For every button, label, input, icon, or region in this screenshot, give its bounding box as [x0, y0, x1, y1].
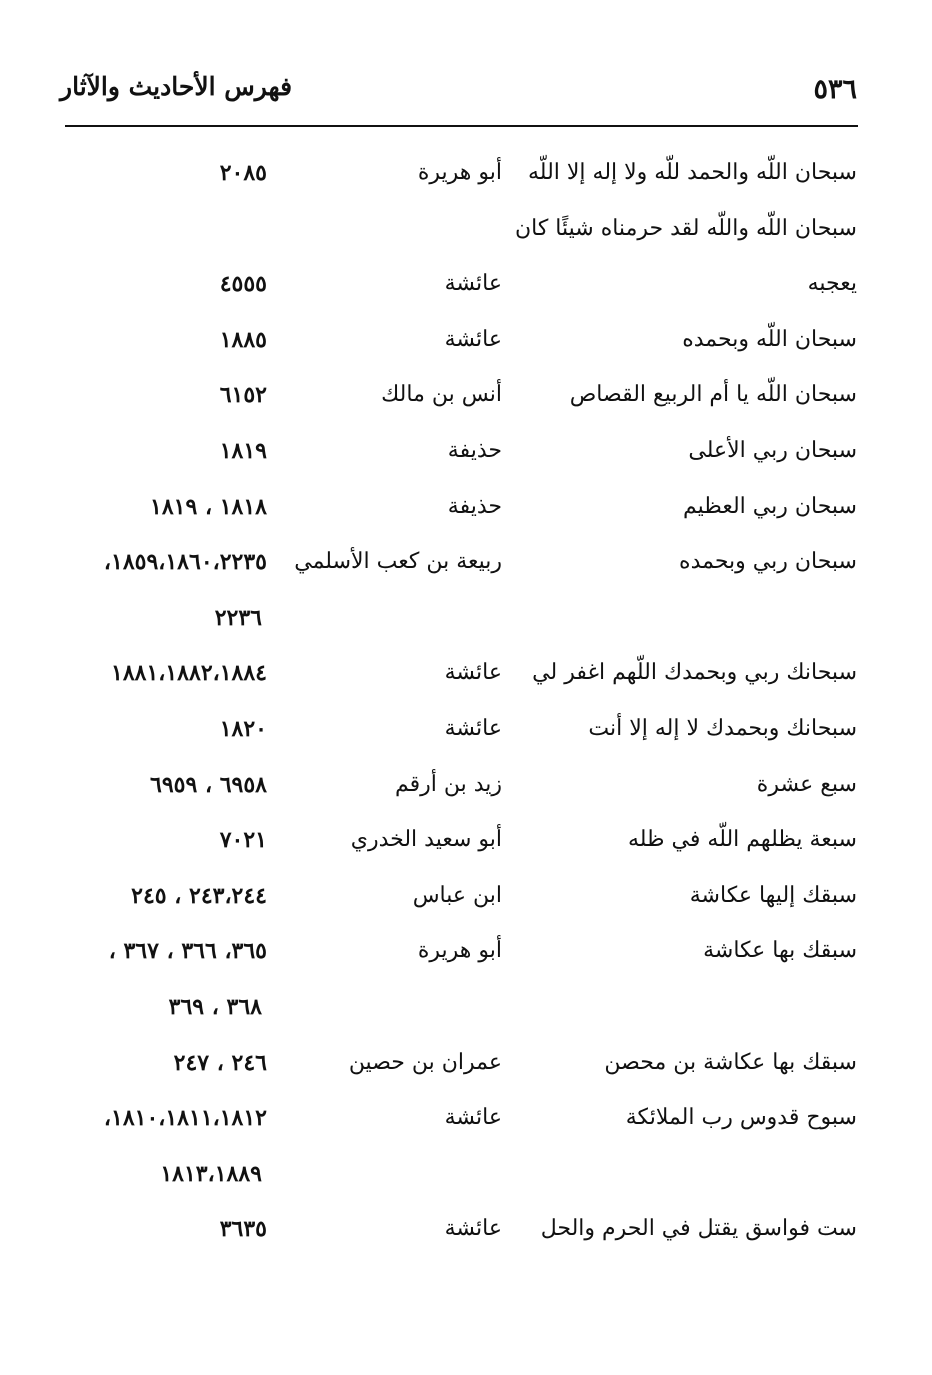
- hadith-numbers: ١٨٨١،١٨٨٢،١٨٨٤: [111, 660, 267, 687]
- index-row-continuation: [0, 1151, 932, 1207]
- narrator: عمران بن حصين: [348, 1049, 502, 1075]
- index-row: [0, 928, 932, 984]
- hadith-text: سبحان اللّه والحمد للّه ولا إله إلا اللّه: [527, 160, 857, 185]
- hadith-numbers: ١٨١٨ ، ١٨١٩: [150, 493, 267, 520]
- hadith-index-table: [0, 150, 932, 1262]
- hadith-text: سبعة يظلهم اللّه في ظله: [627, 827, 857, 853]
- hadith-text: سبحان اللّه وبحمده: [682, 326, 857, 352]
- hadith-text: سبحانك وبحمدك لا إله إلا أنت: [588, 715, 857, 741]
- hadith-numbers: ٦١٥٢: [219, 382, 267, 409]
- index-row: [0, 428, 932, 484]
- narrator: زيد بن أرقم: [394, 771, 502, 797]
- hadith-numbers: ١٨١٠،١٨١١،١٨١٢،: [103, 1105, 267, 1132]
- narrator: أنس بن مالك: [381, 382, 502, 408]
- narrator: ابن عباس: [412, 882, 502, 908]
- hadith-numbers: ٧٠٢١: [219, 827, 267, 854]
- hadith-text: سبحان ربي العظيم: [683, 493, 857, 519]
- hadith-text: سبحان اللّه واللّه لقد حرمناه شيئًا كان: [514, 215, 857, 241]
- hadith-numbers: ٦٩٥٨ ، ٦٩٥٩: [150, 771, 267, 798]
- hadith-numbers: ٢٢٣٦: [214, 604, 262, 631]
- narrator: عائشة: [444, 660, 502, 686]
- page-header: [0, 0, 932, 130]
- hadith-text: سبحانك ربي وبحمدك اللّهم اغفر لي: [532, 660, 857, 686]
- page-number: ٥٣٦: [813, 74, 857, 105]
- index-row: [0, 484, 932, 540]
- narrator: حذيفة: [447, 437, 502, 463]
- header-divider: [65, 125, 858, 127]
- narrator: أبو هريرة: [417, 938, 502, 964]
- narrator: أبو هريرة: [417, 160, 502, 185]
- narrator: عائشة: [444, 1216, 502, 1242]
- index-row: [0, 650, 932, 706]
- hadith-text: سبع عشرة: [756, 771, 857, 797]
- index-row: [0, 206, 932, 262]
- narrator: أبو سعيد الخدري: [350, 827, 502, 853]
- hadith-numbers: ٢٤٦ ، ٢٤٧: [173, 1049, 267, 1076]
- hadith-numbers: ٣٦٨ ، ٣٦٩: [168, 993, 262, 1020]
- hadith-numbers: ٣٦٥، ٣٦٦ ، ٣٦٧ ،: [108, 938, 267, 965]
- index-row: [0, 1095, 932, 1151]
- index-row: [0, 150, 932, 206]
- index-row-continuation: [0, 984, 932, 1040]
- hadith-text: سبقك إليها عكاشة: [689, 882, 857, 908]
- hadith-numbers: ١٨٢٠: [219, 715, 267, 742]
- running-title: فهرس الأحاديث والآثار: [60, 72, 293, 101]
- hadith-text: سبحان اللّه يا أم الربيع القصاص: [569, 382, 857, 408]
- hadith-numbers: ٢٠٨٥: [219, 160, 267, 186]
- hadith-text: يعجبه: [807, 271, 857, 297]
- hadith-numbers: ١٨٨٥: [219, 326, 267, 353]
- hadith-text: سبحان ربي وبحمده: [679, 549, 857, 575]
- hadith-numbers: ١٨١٣،١٨٨٩: [160, 1160, 262, 1187]
- narrator: عائشة: [444, 1105, 502, 1131]
- hadith-numbers: ١٨٥٩،١٨٦٠،٢٢٣٥،: [103, 549, 267, 576]
- hadith-numbers: ٣٦٣٥: [219, 1216, 267, 1243]
- hadith-text: سبوح قدوس رب الملائكة: [625, 1105, 857, 1131]
- index-row: [0, 1206, 932, 1262]
- index-row: [0, 762, 932, 818]
- index-row: [0, 317, 932, 373]
- hadith-numbers: ١٨١٩: [219, 437, 267, 464]
- index-row: [0, 873, 932, 929]
- index-row: [0, 1040, 932, 1096]
- hadith-numbers: ٢٤٣،٢٤٤ ، ٢٤٥: [131, 882, 267, 909]
- index-row: [0, 817, 932, 873]
- narrator: عائشة: [444, 715, 502, 741]
- hadith-text: سبحان ربي الأعلى: [688, 437, 857, 463]
- narrator: ربيعة بن كعب الأسلمي: [294, 549, 502, 575]
- hadith-numbers: ٤٥٥٥: [219, 271, 267, 298]
- index-row: [0, 539, 932, 595]
- narrator: عائشة: [444, 271, 502, 297]
- index-row: [0, 706, 932, 762]
- index-row: [0, 372, 932, 428]
- index-row: [0, 261, 932, 317]
- narrator: عائشة: [444, 326, 502, 352]
- hadith-text: ست فواسق يقتل في الحرم والحل: [540, 1216, 857, 1242]
- index-row-continuation: [0, 595, 932, 651]
- hadith-text: سبقك بها عكاشة: [703, 938, 857, 964]
- hadith-text: سبقك بها عكاشة بن محصن: [604, 1049, 857, 1075]
- narrator: حذيفة: [447, 493, 502, 519]
